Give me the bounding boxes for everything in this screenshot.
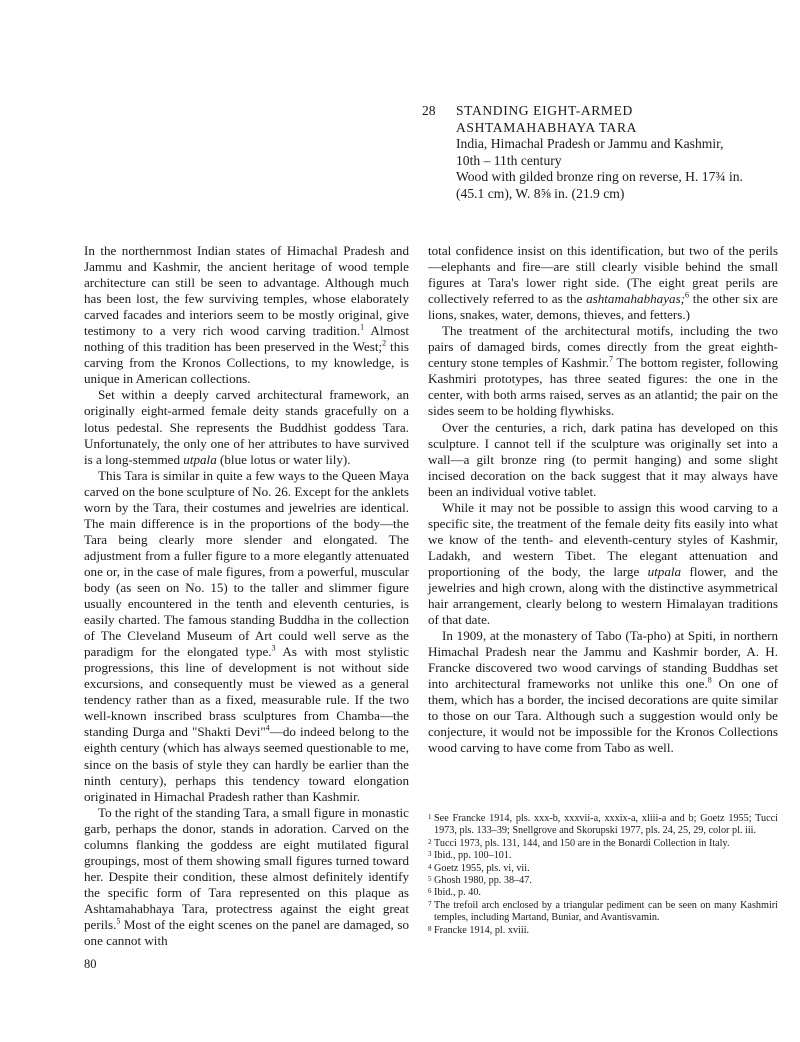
text-run: The bottom register, following Kashmiri prototypes, has three seated figures: the one in the center, with both arms raised, serves as an atlantid; the pair on the sides seem to be holding flywhisks.	[428, 355, 778, 419]
right-column-paragraph	[428, 420, 778, 500]
text-run: the other six are lions, snakes, water, demons, thieves, and fetters.)	[428, 291, 778, 323]
italic-term: utpala	[647, 563, 682, 579]
entry-medium: Wood with gilded bronze ring on reverse, H. 17¾ in.	[456, 169, 743, 185]
text-run: The treatment of the architectural motifs, including the two pairs of damaged birds, comes directly from the great eighth-century stone temples of Kashmir.	[428, 323, 778, 371]
text-run: —do indeed belong to the eighth century (which has always seemed questionable to me, since on the basis of style they can hardly be earlier than the ninth century), perhaps this tendency toward elongation originated in Himachal Pradesh rather than Kashmir.	[84, 724, 409, 804]
footnote-number: 5	[428, 875, 432, 884]
footnote	[428, 850, 778, 862]
text-run: total confidence insist on this identification, but two of the perils—elephants and fire—are still clearly visible behind the small figures at Tara's lower right side. (The eight great perils are collectively referred to as the	[428, 243, 778, 307]
italic-term: utpala	[183, 451, 217, 467]
footnote-reference: 8	[707, 675, 712, 685]
entry-origin: India, Himachal Pradesh or Jammu and Kashmir,	[456, 136, 724, 152]
footnote	[428, 900, 778, 925]
footnote-number: 1	[428, 813, 432, 821]
footnote	[428, 838, 778, 850]
footnote-number: 2	[428, 837, 432, 846]
footnote-number: 8	[428, 924, 432, 933]
page-number: 80	[84, 957, 97, 971]
right-column-paragraph	[428, 628, 778, 756]
text-run: Over the centuries, a rich, dark patina has developed on this sculpture. I cannot tell if the sculpture was originally set into a wall—a gilt bronze ring (to permit hanging) and some slight incised decoration on the back suggest that it may always have been an individual votive tablet.	[428, 419, 778, 499]
entry-dimensions: (45.1 cm), W. 8⅝ in. (21.9 cm)	[456, 185, 625, 201]
text-run: To the right of the standing Tara, a small figure in monastic garb, perhaps the donor, stands in adoration. Carved on the columns flanking the goddess are eight mutilated figural groupings, most of them showing small figures turned toward her. Despite their condition, these almost definitely identify the specific form of Tara represented on this plaque as Ashtamahabhaya Tara, protectress against the eight great perils.	[84, 804, 409, 932]
text-run: (blue lotus or water lily).	[216, 451, 351, 467]
footnote	[428, 925, 778, 937]
entry-title-line-1: STANDING EIGHT-ARMED	[456, 103, 633, 118]
footnote-number: 4	[428, 862, 432, 871]
footnotes	[428, 813, 778, 937]
footnote	[428, 813, 778, 838]
text-run: Almost nothing of this tradition has been preserved in the West;	[84, 323, 409, 355]
footnote-reference: 4	[265, 724, 270, 734]
entry-date: 10th – 11th century	[456, 152, 562, 168]
text-run: Most of the eight scenes on the panel are damaged, so one cannot with	[84, 916, 409, 949]
footnote-reference: 5	[116, 916, 121, 926]
right-column-paragraph	[428, 323, 778, 419]
left-column-paragraph	[84, 468, 409, 805]
left-column-paragraph	[84, 243, 409, 387]
footnote-text: Goetz 1955, pls. vi, vii.	[434, 862, 530, 874]
catalogue-entry-header	[422, 103, 782, 203]
footnote-text: The trefoil arch enclosed by a triangular pediment can be seen on many Kashmiri temples, including Martand, Buniar, and Avantisvamin.	[434, 899, 778, 924]
italic-term: ashtamahabhayas;	[586, 291, 686, 307]
body-column-right	[428, 243, 778, 757]
right-column-paragraph	[428, 243, 778, 323]
text-run: flower, and the jewelries and high crown, along with the distinctive asymmetrical hair arrangement, clearly belong to western Himalayan traditions of that date.	[428, 563, 778, 628]
entry-details	[456, 103, 782, 203]
text-run: As with most stylistic progressions, this line of development is not without side excursions, and consequently must be viewed as a general tendency rather than as a fixed, measurable rule. If the two well-known inscribed brass sculptures from Chamba—the standing Durga and "Shakti Devi"	[84, 644, 409, 740]
left-column-paragraph	[84, 387, 409, 467]
footnote-reference: 2	[382, 338, 387, 348]
footnote-reference: 6	[685, 290, 690, 300]
text-run: In 1909, at the monastery of Tabo (Ta-pho) at Spiti, in northern Himachal Pradesh near the Jammu and Kashmir border, A. H. Francke discovered two wood carvings of standing Buddhas set into architectural frameworks not unlike this one.	[428, 628, 778, 692]
text-run: In the northernmost Indian states of Himachal Pradesh and Jammu and Kashmir, the ancient heritage of wood temple architecture can still be seen to advantage. Although much has been lost, the few surviving temples, whose elaborately carved facades and interiors seem to be mostly original, give testimony to a very rich wood carving tradition.	[84, 243, 409, 339]
footnote	[428, 875, 778, 887]
right-column-paragraph	[428, 500, 778, 628]
left-column-paragraph	[84, 805, 409, 949]
footnote-text: See Francke 1914, pls. xxx-b, xxxvii-a, xxxix-a, xliii-a and b; Goetz 1955; Tucci 1973, pls. 133–39; Snellgrove and Skorupski 1977, pls. 24, 25, 29, color pl. iii.	[434, 813, 778, 837]
entry-number: 28	[422, 103, 436, 118]
footnote-number: 3	[428, 850, 432, 859]
footnote	[428, 887, 778, 899]
footnote-text: Ibid., p. 40.	[434, 887, 481, 899]
text-run: On one of them, which has a border, the incised decorations are quite similar to those on our Tara. Although such a suggestion would only be conjecture, it would not be impossible for the Kronos Collections wood carving to have come from Tabo as well.	[428, 676, 778, 756]
footnote-text: Tucci 1973, pls. 131, 144, and 150 are in the Bonardi Collection in Italy.	[434, 837, 730, 849]
footnote-reference: 1	[360, 322, 365, 332]
footnote-text: Francke 1914, pl. xviii.	[434, 924, 530, 936]
footnote-reference: 7	[609, 354, 614, 364]
footnote-text: Ibid., pp. 100–101.	[434, 850, 512, 862]
entry-title-line-2: ASHTAMAHABHAYA TARA	[456, 119, 638, 135]
text-run: this carving from the Kronos Collections, to my knowledge, is unique in American collections.	[84, 339, 409, 387]
text-run: This Tara is similar in quite a few ways to the Queen Maya carved on the bone sculpture of No. 26. Except for the anklets worn by the Tara, their costumes and jewelries are identical. The main difference is in the proportions of the body—the Tara being clearly more slender and elongated. The adjustment from a fuller figure to a more elegantly attenuated one or, in the case of male figures, from a powerful, muscular body (as seen on No. 15) to the taller and slimmer figure usually encountered in the tenth and eleventh centuries, is easily charted. The famous standing Buddha in the collection of The Cleveland Museum of Art could well serve as the paradigm for the elongated type.	[84, 467, 409, 660]
footnote-number: 6	[428, 887, 432, 896]
footnote	[428, 863, 778, 875]
text-run: Set within a deeply carved architectural framework, an originally eight-armed female deity stands gracefully on a lotus pedestal. She represents the Buddhist goddess Tara. Unfortunately, the only one of her attributes to have survived is a long-stemmed	[84, 387, 409, 467]
body-column-left	[84, 243, 409, 949]
footnote-text: Ghosh 1980, pp. 38–47.	[434, 875, 532, 887]
text-run: While it may not be possible to assign this wood carving to a specific site, the treatment of the female deity fits easily into what we know of the tenth- and eleventh-century styles of Kashmir, Ladakh, and western Tibet. The elegant attenuation and proportioning of the body, the large	[428, 499, 778, 579]
footnote-reference: 3	[271, 643, 276, 653]
footnote-number: 7	[428, 899, 432, 908]
